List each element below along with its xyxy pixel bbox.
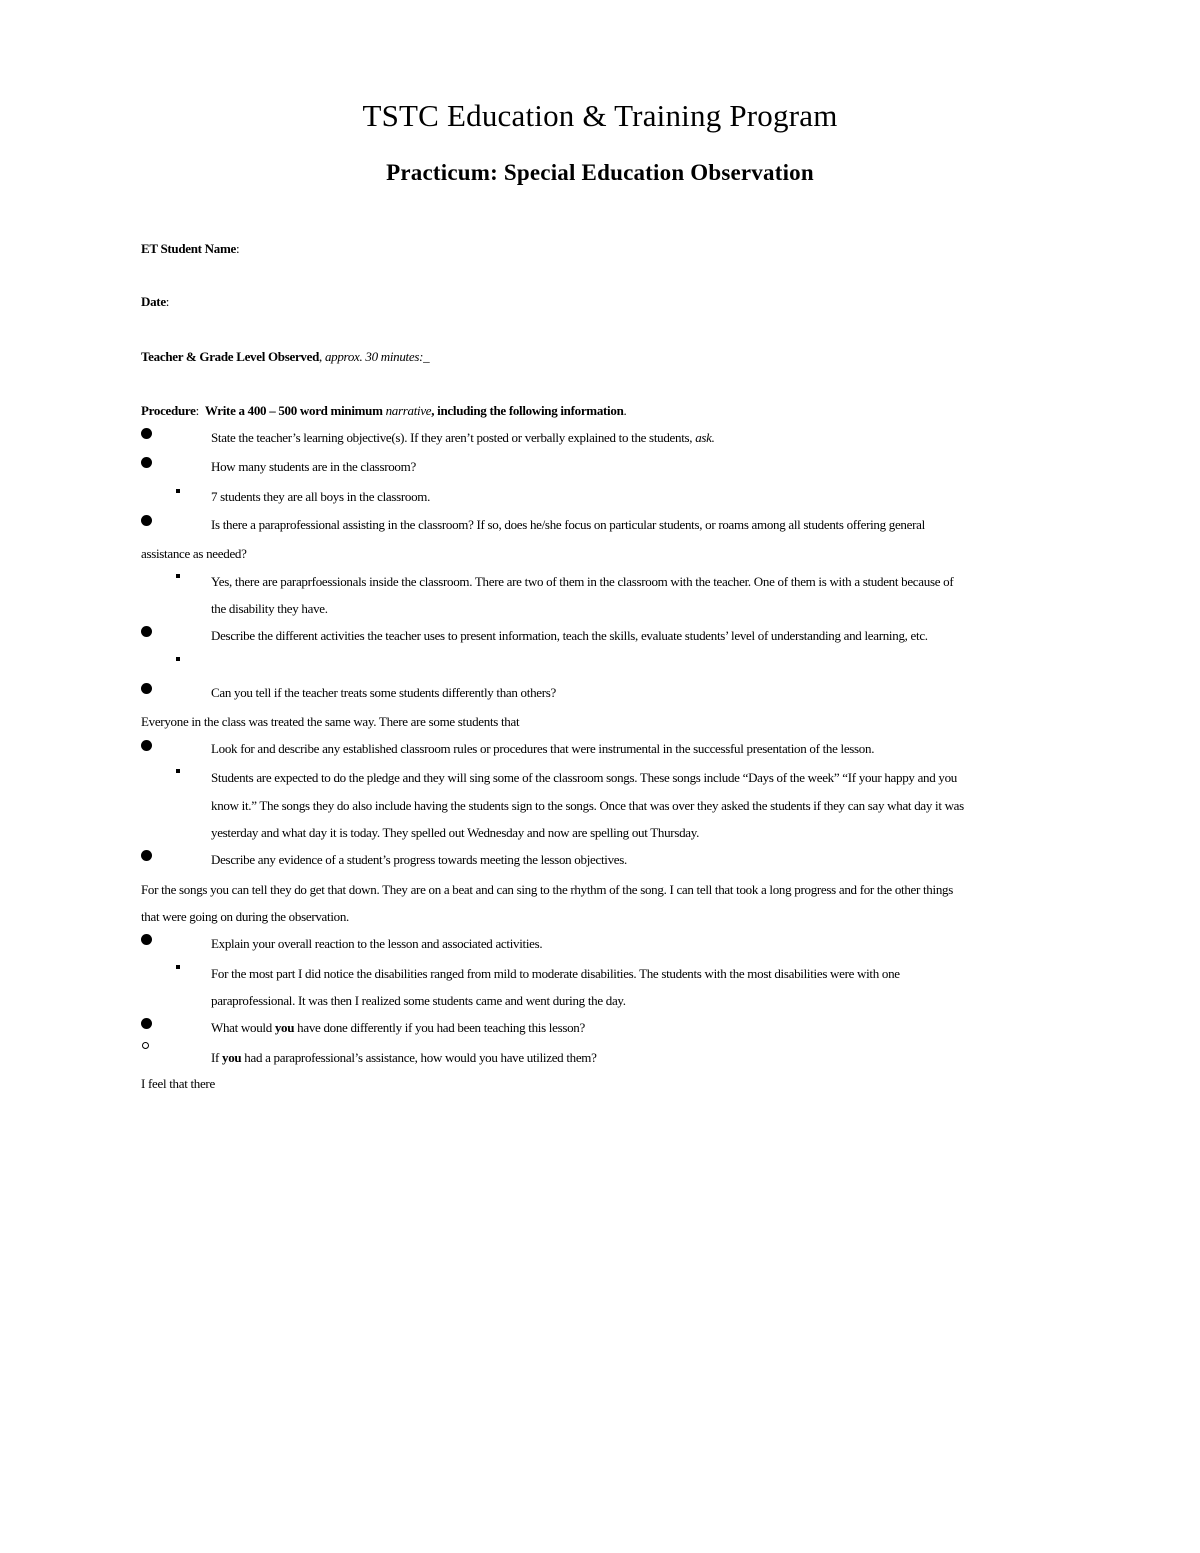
question-text: What would [211, 1020, 275, 1035]
answer-progress-line1: For the songs you can tell they do get that down. They are on a beat and can sing to the rhythm of the song. I can tell that took a long progress and for the other things [141, 882, 953, 897]
bullet-icon [141, 515, 152, 526]
answer-paraprofessional-line2: the disability they have. [211, 601, 328, 616]
procedure-line [141, 403, 626, 419]
list-item-reaction: Explain your overall reaction to the lesson and associated activities. [211, 936, 543, 951]
answer-classroom-rules-line3: yesterday and what day it is today. They spelled out Wednesday and now are spelling out Thursday. [211, 825, 700, 840]
procedure-colon: : [195, 403, 199, 418]
procedure-including: , including the following information [431, 403, 624, 418]
document-subtitle: Practicum: Special Education Observation [386, 160, 814, 185]
list-item-paraprofessional: Is there a paraprofessional assisting in the classroom? If so, does he/she focus on particular students, or roams among all students offering general [211, 517, 925, 532]
question-text-end: had a paraprofessional’s assistance, how would you have utilized them? [241, 1050, 597, 1065]
procedure-period: . [623, 403, 627, 418]
answer-paraprofessional-line1: Yes, there are paraprfoessionals inside the classroom. There are two of them in the classroom with the teacher. One of them is with a student because of [211, 574, 954, 589]
question-text: If [211, 1050, 223, 1065]
bullet-icon [141, 626, 152, 637]
teacher-label: Teacher & Grade Level Observed [141, 349, 320, 364]
date-label: Date [141, 294, 166, 309]
list-item-treatment: Can you tell if the teacher treats some students differently than others? [211, 685, 556, 700]
answer-utilize-paraprofessional: I feel that there [141, 1076, 215, 1091]
sub-bullet-icon [176, 657, 180, 661]
sub-bullet-icon [176, 489, 180, 493]
answer-treatment: Everyone in the class was treated the same way. There are some students that [141, 714, 520, 729]
question-text: State the teacher’s learning objective(s). If they aren’t posted or verbally explained to the students, [211, 430, 696, 445]
teacher-blank: _ [423, 349, 430, 364]
student-name-field [141, 241, 239, 257]
sub-bullet-icon [176, 574, 180, 578]
answer-student-count: 7 students they are all boys in the classroom. [211, 489, 431, 504]
list-item-utilize-paraprofessional [211, 1050, 597, 1066]
bullet-icon [141, 1018, 152, 1029]
list-item-activities: Describe the different activities the teacher uses to present information, teach the skills, evaluate students’ level of understanding and learning, etc. [211, 628, 928, 643]
list-item-learning-objective [211, 430, 715, 446]
bullet-icon [141, 683, 152, 694]
question-emphasis: you [274, 1020, 295, 1035]
procedure-instruction: Write a 400 – 500 word minimum [204, 403, 383, 418]
hollow-bullet-icon [142, 1042, 149, 1049]
date-field [141, 294, 169, 310]
answer-progress-line2: that were going on during the observation. [141, 909, 349, 924]
list-item-differently [211, 1020, 585, 1036]
bullet-icon [141, 850, 152, 861]
bullet-icon [141, 934, 152, 945]
list-item-paraprofessional-cont: assistance as needed? [141, 546, 247, 561]
student-name-colon: : [235, 241, 240, 256]
teacher-field [141, 349, 429, 365]
answer-classroom-rules-line1: Students are expected to do the pledge and they will sing some of the classroom songs. These songs include “Days of the week” “If your happy and you [211, 770, 957, 785]
question-text-end: have done differently if you had been teaching this lesson? [294, 1020, 585, 1035]
sub-bullet-icon [176, 769, 180, 773]
student-name-label: ET Student Name [141, 241, 236, 256]
list-item-student-count: How many students are in the classroom? [211, 459, 416, 474]
answer-reaction-line2: paraprofessional. It was then I realized some students came and went during the day. [211, 993, 626, 1008]
bullet-icon [141, 457, 152, 468]
bullet-icon [141, 740, 152, 751]
teacher-note: approx. 30 minutes: [324, 349, 424, 364]
question-emphasis: ask. [695, 430, 715, 445]
procedure-narrative: narrative [385, 403, 432, 418]
answer-reaction-line1: For the most part I did notice the disabilities ranged from mild to moderate disabilities. The students with the most disabilities were with one [211, 966, 900, 981]
procedure-label: Procedure [141, 403, 196, 418]
teacher-comma: , [319, 349, 322, 364]
answer-classroom-rules-line2: know it.” The songs they do also include having the students sign to the songs. Once that was over they asked the students if they can say what day it was [211, 798, 964, 813]
list-item-progress: Describe any evidence of a student’s progress towards meeting the lesson objectives. [211, 852, 627, 867]
document-title: TSTC Education & Training Program [362, 98, 838, 133]
list-item-classroom-rules: Look for and describe any established classroom rules or procedures that were instrumental in the successful presentation of the lesson. [211, 741, 875, 756]
question-emphasis: you [222, 1050, 242, 1065]
bullet-icon [141, 428, 152, 439]
sub-bullet-icon [176, 965, 180, 969]
date-colon: : [165, 294, 170, 309]
